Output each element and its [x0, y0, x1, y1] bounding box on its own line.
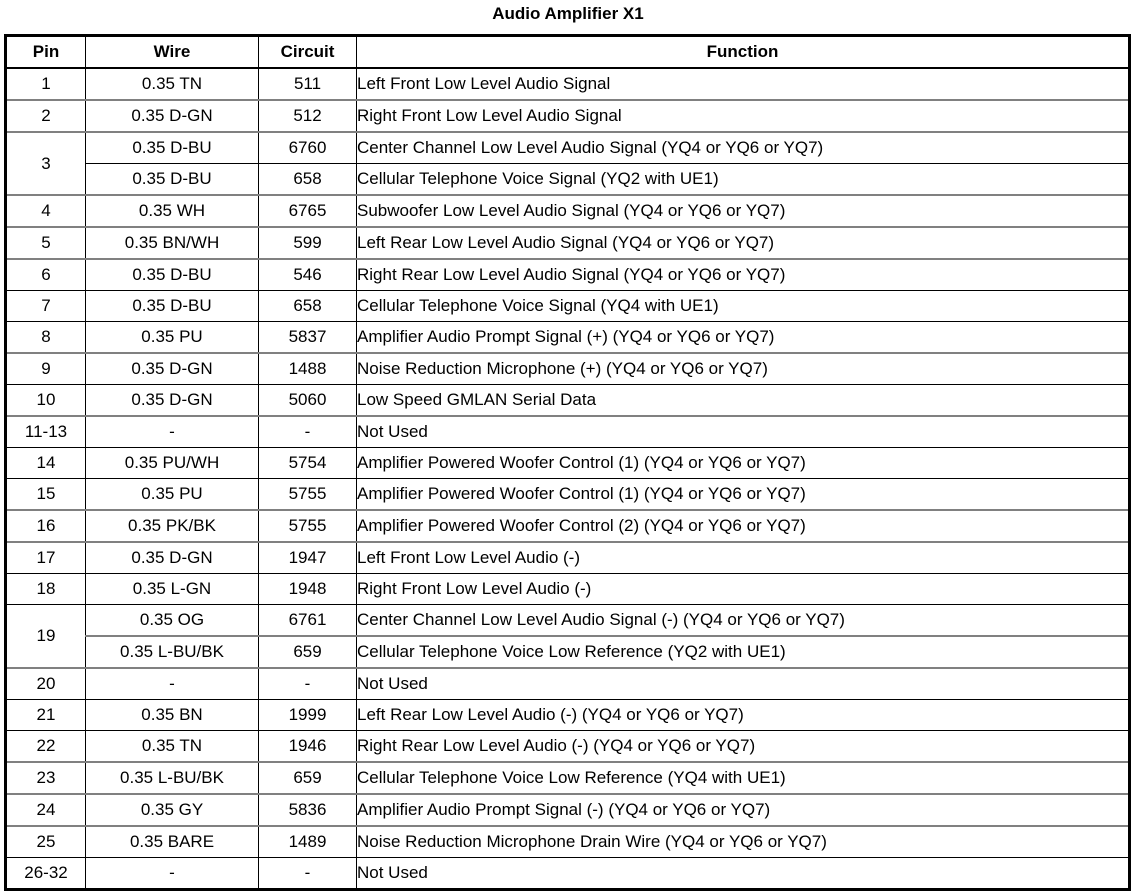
function-cell: Left Front Low Level Audio Signal [357, 68, 1130, 100]
table-row [6, 68, 1130, 100]
table-row [6, 227, 1130, 259]
circuit-cell: 6765 [259, 195, 357, 227]
pin-cell: 23 [6, 762, 86, 794]
table-row [6, 762, 1130, 794]
circuit-cell: 1947 [259, 542, 357, 574]
wire-cell: 0.35 D-GN [86, 353, 259, 385]
wire-cell: 0.35 D-GN [86, 385, 259, 417]
wire-cell: 0.35 GY [86, 794, 259, 826]
function-cell: Amplifier Audio Prompt Signal (+) (YQ4 or YQ6 or YQ7) [357, 322, 1130, 354]
table-row [6, 542, 1130, 574]
column-header-wire: Wire [86, 36, 259, 69]
pin-cell: 11-13 [6, 416, 86, 448]
function-cell: Right Front Low Level Audio Signal [357, 100, 1130, 132]
pin-cell: 16 [6, 510, 86, 542]
function-cell: Amplifier Powered Woofer Control (1) (YQ4 or YQ6 or YQ7) [357, 448, 1130, 479]
table-row [6, 605, 1130, 637]
pin-cell: 6 [6, 259, 86, 291]
wire-cell: 0.35 D-GN [86, 542, 259, 574]
circuit-cell: - [259, 416, 357, 448]
function-cell: Low Speed GMLAN Serial Data [357, 385, 1130, 417]
pin-cell: 17 [6, 542, 86, 574]
function-cell: Cellular Telephone Voice Signal (YQ4 with UE1) [357, 291, 1130, 322]
function-cell: Not Used [357, 858, 1130, 890]
table-row [6, 858, 1130, 890]
pin-cell: 14 [6, 448, 86, 479]
function-cell: Right Front Low Level Audio (-) [357, 574, 1130, 605]
function-cell: Amplifier Audio Prompt Signal (-) (YQ4 or YQ6 or YQ7) [357, 794, 1130, 826]
pin-cell: 18 [6, 574, 86, 605]
wire-cell: 0.35 D-BU [86, 132, 259, 164]
circuit-cell: 511 [259, 68, 357, 100]
wire-cell: 0.35 TN [86, 731, 259, 763]
table-row [6, 826, 1130, 858]
wire-cell: - [86, 858, 259, 890]
circuit-cell: 659 [259, 762, 357, 794]
pinout-table [4, 34, 1131, 891]
table-row [6, 510, 1130, 542]
pin-cell: 9 [6, 353, 86, 385]
column-header-pin: Pin [6, 36, 86, 69]
function-cell: Cellular Telephone Voice Low Reference (YQ4 with UE1) [357, 762, 1130, 794]
function-cell: Not Used [357, 416, 1130, 448]
pin-cell: 26-32 [6, 858, 86, 890]
wire-cell: 0.35 BN [86, 700, 259, 731]
table-row [6, 385, 1130, 417]
circuit-cell: - [259, 668, 357, 700]
function-cell: Subwoofer Low Level Audio Signal (YQ4 or YQ6 or YQ7) [357, 195, 1130, 227]
pin-cell: 10 [6, 385, 86, 417]
function-cell: Cellular Telephone Voice Low Reference (YQ2 with UE1) [357, 636, 1130, 668]
circuit-cell: 1946 [259, 731, 357, 763]
pin-cell: 8 [6, 322, 86, 354]
pin-cell: 22 [6, 731, 86, 763]
function-cell: Noise Reduction Microphone (+) (YQ4 or YQ6 or YQ7) [357, 353, 1130, 385]
wire-cell: 0.35 D-GN [86, 100, 259, 132]
function-cell: Noise Reduction Microphone Drain Wire (YQ4 or YQ6 or YQ7) [357, 826, 1130, 858]
circuit-cell: 6760 [259, 132, 357, 164]
table-row [6, 574, 1130, 605]
function-cell: Center Channel Low Level Audio Signal (YQ4 or YQ6 or YQ7) [357, 132, 1130, 164]
table-row [6, 132, 1130, 164]
table-row [6, 259, 1130, 291]
function-cell: Right Rear Low Level Audio (-) (YQ4 or YQ6 or YQ7) [357, 731, 1130, 763]
circuit-cell: 658 [259, 164, 357, 196]
table-title: Audio Amplifier X1 [492, 4, 644, 23]
header-row [6, 36, 1130, 69]
table-row [6, 195, 1130, 227]
table-row [6, 794, 1130, 826]
function-cell: Center Channel Low Level Audio Signal (-) (YQ4 or YQ6 or YQ7) [357, 605, 1130, 637]
circuit-cell: 5754 [259, 448, 357, 479]
function-cell: Left Rear Low Level Audio Signal (YQ4 or YQ6 or YQ7) [357, 227, 1130, 259]
table-row [6, 291, 1130, 322]
pin-cell: 7 [6, 291, 86, 322]
circuit-cell: 546 [259, 259, 357, 291]
column-header-circuit: Circuit [259, 36, 357, 69]
circuit-cell: 5755 [259, 479, 357, 511]
function-cell: Right Rear Low Level Audio Signal (YQ4 or YQ6 or YQ7) [357, 259, 1130, 291]
wire-cell: 0.35 PU [86, 479, 259, 511]
circuit-cell: 599 [259, 227, 357, 259]
circuit-cell: 659 [259, 636, 357, 668]
wire-cell: 0.35 BN/WH [86, 227, 259, 259]
circuit-cell: 5836 [259, 794, 357, 826]
pin-cell: 5 [6, 227, 86, 259]
wire-cell: 0.35 PK/BK [86, 510, 259, 542]
circuit-cell: 1948 [259, 574, 357, 605]
wire-cell: 0.35 D-BU [86, 291, 259, 322]
function-cell: Amplifier Powered Woofer Control (2) (YQ4 or YQ6 or YQ7) [357, 510, 1130, 542]
wire-cell: 0.35 L-BU/BK [86, 636, 259, 668]
function-cell: Left Rear Low Level Audio (-) (YQ4 or YQ6 or YQ7) [357, 700, 1130, 731]
table-row [6, 322, 1130, 354]
circuit-cell: 5755 [259, 510, 357, 542]
pin-cell: 20 [6, 668, 86, 700]
pin-cell: 21 [6, 700, 86, 731]
pin-cell: 2 [6, 100, 86, 132]
circuit-cell: - [259, 858, 357, 890]
pin-cell: 15 [6, 479, 86, 511]
pin-cell: 3 [6, 132, 86, 195]
table-row [6, 353, 1130, 385]
circuit-cell: 5060 [259, 385, 357, 417]
wire-cell: 0.35 L-BU/BK [86, 762, 259, 794]
wire-cell: 0.35 PU [86, 322, 259, 354]
wire-cell: 0.35 BARE [86, 826, 259, 858]
circuit-cell: 5837 [259, 322, 357, 354]
wire-cell: 0.35 TN [86, 68, 259, 100]
table-row [6, 700, 1130, 731]
function-cell: Cellular Telephone Voice Signal (YQ2 with UE1) [357, 164, 1130, 196]
circuit-cell: 658 [259, 291, 357, 322]
wire-cell: 0.35 PU/WH [86, 448, 259, 479]
circuit-cell: 512 [259, 100, 357, 132]
pin-cell: 19 [6, 605, 86, 669]
table-row [6, 416, 1130, 448]
table-row [6, 448, 1130, 479]
table-row [6, 479, 1130, 511]
column-header-function: Function [357, 36, 1130, 69]
function-cell: Not Used [357, 668, 1130, 700]
wire-cell: - [86, 416, 259, 448]
pin-cell: 24 [6, 794, 86, 826]
circuit-cell: 1489 [259, 826, 357, 858]
wire-cell: 0.35 D-BU [86, 164, 259, 196]
table-row [6, 100, 1130, 132]
function-cell: Left Front Low Level Audio (-) [357, 542, 1130, 574]
wire-cell: 0.35 L-GN [86, 574, 259, 605]
circuit-cell: 1488 [259, 353, 357, 385]
table-row [6, 636, 1130, 668]
pin-cell: 1 [6, 68, 86, 100]
wire-cell: - [86, 668, 259, 700]
wire-cell: 0.35 WH [86, 195, 259, 227]
circuit-cell: 1999 [259, 700, 357, 731]
circuit-cell: 6761 [259, 605, 357, 637]
table-row [6, 668, 1130, 700]
function-cell: Amplifier Powered Woofer Control (1) (YQ4 or YQ6 or YQ7) [357, 479, 1130, 511]
pin-cell: 25 [6, 826, 86, 858]
wire-cell: 0.35 OG [86, 605, 259, 637]
wire-cell: 0.35 D-BU [86, 259, 259, 291]
table-row [6, 164, 1130, 196]
table-row [6, 731, 1130, 763]
pin-cell: 4 [6, 195, 86, 227]
